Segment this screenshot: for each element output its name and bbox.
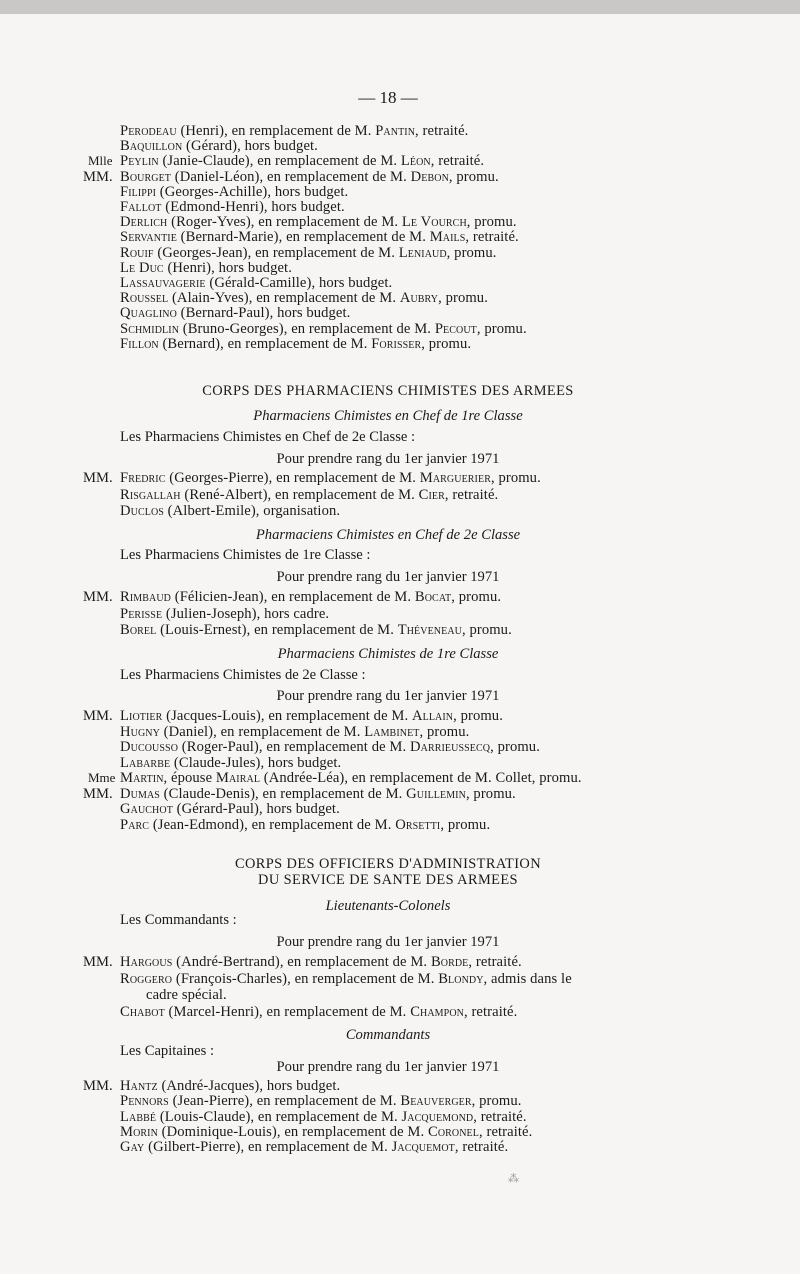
entry-text: (Claude-Jules), hors budget. <box>170 754 342 771</box>
list-item <box>120 708 503 724</box>
replaced-person: Marguerier <box>419 470 491 486</box>
replaced-person: Darrieussecq <box>410 739 491 755</box>
replaced-person: Cier <box>418 486 445 503</box>
entry-text: , retraité. <box>465 229 519 246</box>
list-item <box>120 971 572 987</box>
entry-text: (André-Jacques), hors budget. <box>157 1078 341 1094</box>
list-item <box>120 786 516 802</box>
entry-text: (Georges-Pierre), en remplacement de M. <box>165 470 420 486</box>
entry-text: (Dominique-Louis), en remplacement de M. <box>157 1123 428 1140</box>
list-item <box>120 321 527 337</box>
person-name: Rimbaud <box>120 589 171 605</box>
entry-text: (Bernard-Marie), en remplacement de M. <box>176 229 430 246</box>
entry-text: (Gilbert-Pierre), en remplacement de M. <box>144 1139 392 1156</box>
replaced-person: Aubry <box>399 290 439 307</box>
person-name: Ducousso <box>120 739 179 755</box>
person-name: Derlich <box>120 214 168 231</box>
entry-text: (Edmond-Henri), hors budget. <box>161 199 345 215</box>
list-item <box>120 1078 340 1094</box>
list-item <box>120 123 468 139</box>
entry-text: (Bernard), en remplacement de M. <box>158 335 372 352</box>
list-item <box>120 770 582 786</box>
title-prefix: Mme <box>88 770 116 785</box>
section-heading: DU SERVICE DE SANTE DES ARMEES <box>258 872 518 888</box>
person-name: Fillon <box>120 335 159 352</box>
person-name: Hargous <box>120 954 173 970</box>
title-prefix: MM. <box>83 1078 113 1094</box>
person-name: Rouif <box>120 244 154 261</box>
replaced-person: Orsetti <box>395 816 441 833</box>
person-name: Schmidlin <box>120 320 180 337</box>
replaced-person: Mails <box>429 229 466 246</box>
entry-text: (Jacques-Louis), en remplacement de M. <box>162 708 412 724</box>
person-name: Duclos <box>120 503 164 519</box>
list-item <box>120 622 512 638</box>
title-prefix: MM. <box>83 785 113 802</box>
entry-text: , épouse <box>163 770 216 786</box>
entry-text: , retraité. <box>463 1003 518 1020</box>
title-prefix: MM. <box>83 589 113 605</box>
entry-text: (Georges-Achille), hors budget. <box>156 183 349 200</box>
subsection-intro: Les Commandants : <box>120 912 237 928</box>
list-item <box>120 245 497 261</box>
entry-text: , promu. <box>448 168 499 185</box>
replaced-person: Pantin <box>375 123 416 139</box>
list-item <box>120 755 341 771</box>
entry-text: (Albert-Emile), organisation. <box>163 503 341 519</box>
person-name: Filippi <box>120 183 157 200</box>
replaced-person: Allain <box>411 708 454 724</box>
list-item <box>120 1124 532 1140</box>
list-item <box>120 1004 517 1020</box>
entry-text: , retraité. <box>415 123 469 139</box>
entry-text: , retraité. <box>478 1123 533 1140</box>
list-item <box>120 153 484 169</box>
list-item <box>120 184 348 200</box>
replaced-person: Guillemin <box>406 785 466 802</box>
person-name: Peylin <box>120 153 159 170</box>
list-item <box>120 260 292 276</box>
list-item <box>120 589 501 605</box>
person-name: Chabot <box>120 1003 165 1020</box>
entry-text: (Bruno-Georges), en remplacement de M. <box>179 320 435 337</box>
rank-date: Pour prendre rang du 1er janvier 1971 <box>276 688 500 704</box>
person-name: Labarbe <box>120 754 171 771</box>
entry-text: (Jean-Edmond), en remplacement de M. <box>149 816 396 833</box>
scan-top-edge <box>0 0 800 14</box>
entry-text: , promu. <box>476 320 527 337</box>
person-name: Martin <box>120 770 164 786</box>
person-name: Liotier <box>120 708 163 724</box>
person-name: Risgallah <box>120 486 181 503</box>
person-name: Labbé <box>120 1108 157 1125</box>
entry-text: (Jean-Pierre), en remplacement de M. <box>168 1093 401 1110</box>
replaced-person: Mairal <box>215 770 261 786</box>
list-item <box>120 199 345 215</box>
subsection-intro: Les Capitaines : <box>120 1043 215 1059</box>
person-name: Hantz <box>120 1078 158 1094</box>
entry-text: (Claude-Denis), en remplacement de M. <box>159 785 407 802</box>
person-name: Bourget <box>120 168 171 185</box>
list-item <box>120 214 517 230</box>
subsection-intro: Les Pharmaciens Chimistes de 1re Classe : <box>120 547 371 563</box>
page-number: — 18 — <box>358 88 418 107</box>
entry-text: , promu. <box>438 290 488 307</box>
list-item <box>120 138 318 154</box>
subsection-title: Lieutenants-Colonels <box>325 898 451 914</box>
entry-text: , promu. <box>490 470 541 486</box>
section-heading: CORPS DES PHARMACIENS CHIMISTES DES ARMEES <box>202 383 574 399</box>
replaced-person: Jacquemond <box>401 1108 474 1125</box>
list-item <box>120 606 329 622</box>
person-name: Perodeau <box>120 123 177 139</box>
title-prefix: MM. <box>83 470 113 486</box>
subsection-intro: Les Pharmaciens Chimistes en Chef de 2e Classe : <box>120 429 416 445</box>
replaced-person: Lambinet <box>364 723 420 740</box>
entry-text: , retraité. <box>473 1108 527 1125</box>
list-item <box>120 1139 508 1155</box>
list-item <box>120 305 350 321</box>
list-item <box>120 470 541 486</box>
entry-text: (Félicien-Jean), en remplacement de M. <box>171 589 415 605</box>
list-item <box>120 739 540 755</box>
person-name: Roussel <box>120 290 169 307</box>
entry-text: (Louis-Ernest), en remplacement de M. <box>156 622 398 638</box>
replaced-person: Pecout <box>434 320 477 337</box>
entry-text: , promu. <box>419 723 470 740</box>
entry-text: , promu. <box>421 335 472 352</box>
entry-text: (Alain-Yves), en remplacement de M. <box>168 290 400 307</box>
person-name: Gauchot <box>120 801 173 817</box>
title-prefix: MM. <box>83 708 113 724</box>
person-name: Parc <box>120 816 150 833</box>
entry-text: (Daniel-Léon), en remplacement de M. <box>171 168 411 185</box>
title-prefix: Mlle <box>88 153 113 169</box>
section-heading: CORPS DES OFFICIERS D'ADMINISTRATION <box>234 856 542 872</box>
title-prefix: MM. <box>83 954 113 970</box>
replaced-person: Coronel <box>427 1123 479 1140</box>
person-name: Baquillon <box>120 138 183 155</box>
subsection-title: Pharmaciens Chimistes en Chef de 1re Classe <box>253 408 523 424</box>
entry-text: , promu. <box>446 244 497 261</box>
person-name: Fallot <box>120 199 162 215</box>
entry-text: , retraité. <box>454 1139 509 1156</box>
list-item <box>120 817 490 833</box>
replaced-person: Champon <box>410 1003 464 1020</box>
replaced-person: Léon <box>400 153 431 170</box>
list-item <box>120 275 392 291</box>
entry-text: , promu. <box>453 708 503 724</box>
entry-text: , promu. <box>465 785 516 802</box>
rank-date: Pour prendre rang du 1er janvier 1971 <box>276 934 500 950</box>
person-name: Morin <box>120 1123 158 1140</box>
person-name: Servantie <box>120 229 177 246</box>
list-item <box>120 503 340 519</box>
list-item <box>120 724 469 740</box>
person-name: Perisse <box>120 605 163 622</box>
person-name: Fredric <box>120 470 166 486</box>
person-name: Dumas <box>120 785 160 802</box>
entry-text: , retraité. <box>430 153 485 170</box>
entry-text: (Daniel), en remplacement de M. <box>159 723 365 740</box>
entry-text: (Louis-Claude), en remplacement de M. <box>156 1108 402 1125</box>
list-item <box>120 954 522 970</box>
entry-text: , retraité. <box>468 954 522 970</box>
person-name: Hugny <box>120 723 160 740</box>
list-item <box>120 487 498 503</box>
entry-text: (René-Albert), en remplacement de M. <box>180 486 419 503</box>
list-item <box>120 336 471 352</box>
entry-text: (Henri), hors budget. <box>163 259 292 276</box>
replaced-person: Théveneau <box>397 622 462 638</box>
entry-text: , promu. <box>461 622 512 638</box>
entry-text: , promu. <box>471 1093 522 1110</box>
entry-text: (Bernard-Paul), hors budget. <box>176 305 351 322</box>
list-item <box>120 290 488 306</box>
entry-text: (Marcel-Henri), en remplacement de M. <box>164 1003 411 1020</box>
rank-date: Pour prendre rang du 1er janvier 1971 <box>276 569 500 585</box>
entry-text: (Henri), en remplacement de M. <box>176 123 376 139</box>
person-name: Le Duc <box>120 259 164 276</box>
replaced-person: Jacquemot <box>391 1139 455 1156</box>
entry-text: (Gérald-Camille), hors budget. <box>205 275 393 291</box>
title-prefix: MM. <box>83 168 113 185</box>
entry-text: , promu. <box>440 816 491 833</box>
entry-text: (François-Charles), en remplacement de M. <box>172 970 439 987</box>
entry-text: (Georges-Jean), en remplacement de M. <box>153 244 399 261</box>
entry-text: , promu. <box>451 589 502 605</box>
person-name: Quaglino <box>120 305 177 322</box>
list-item <box>120 1109 527 1125</box>
subsection-title: Pharmaciens Chimistes en Chef de 2e Classe <box>255 527 521 543</box>
entry-text: (Janie-Claude), en remplacement de M. <box>158 153 401 170</box>
entry-text: , retraité. <box>444 486 499 503</box>
rank-date: Pour prendre rang du 1er janvier 1971 <box>276 1059 500 1075</box>
list-item <box>120 1093 522 1109</box>
entry-text: , promu. <box>490 739 540 755</box>
entry-text: (Roger-Yves), en remplacement de M. <box>167 214 402 231</box>
person-name: Lassauvagerie <box>120 275 206 291</box>
entry-text: (Roger-Paul), en remplacement de M. <box>178 739 410 755</box>
entry-text: (Andrée-Léa), en remplacement de M. Collet, promu. <box>260 770 582 786</box>
rank-date: Pour prendre rang du 1er janvier 1971 <box>276 451 500 467</box>
person-name: Gay <box>120 1139 145 1156</box>
replaced-person: Beauverger <box>400 1093 472 1110</box>
person-name: Pennors <box>120 1093 169 1110</box>
entry-text: cadre spécial. <box>146 987 227 1003</box>
person-name: Roggero <box>120 970 173 987</box>
person-name: Borel <box>120 622 157 638</box>
list-item <box>120 801 340 817</box>
subsection-title: Commandants <box>345 1027 431 1043</box>
replaced-person: Le Vourch <box>401 214 467 231</box>
replaced-person: Bocat <box>414 589 452 605</box>
entry-text: (Julien-Joseph), hors cadre. <box>162 605 330 622</box>
replaced-person: Blondy <box>438 970 484 987</box>
subsection-title: Pharmaciens Chimistes de 1re Classe <box>277 646 499 662</box>
list-item <box>120 229 519 245</box>
subsection-intro: Les Pharmaciens Chimistes de 2e Classe : <box>120 667 366 683</box>
replaced-person: Leniaud <box>398 244 447 261</box>
entry-text: (Gérard-Paul), hors budget. <box>172 801 340 817</box>
replaced-person: Forisser <box>371 335 422 352</box>
list-item <box>146 987 227 1003</box>
entry-text: (Gérard), hors budget. <box>182 138 318 155</box>
entry-text: , admis dans le <box>483 970 572 987</box>
list-item <box>120 169 499 185</box>
entry-text: , promu. <box>466 214 517 231</box>
replaced-person: Borde <box>430 954 469 970</box>
entry-text: (André-Bertrand), en remplacement de M. <box>172 954 431 970</box>
replaced-person: Debon <box>410 168 449 185</box>
scan-smudge: ⁂ <box>508 1173 519 1185</box>
